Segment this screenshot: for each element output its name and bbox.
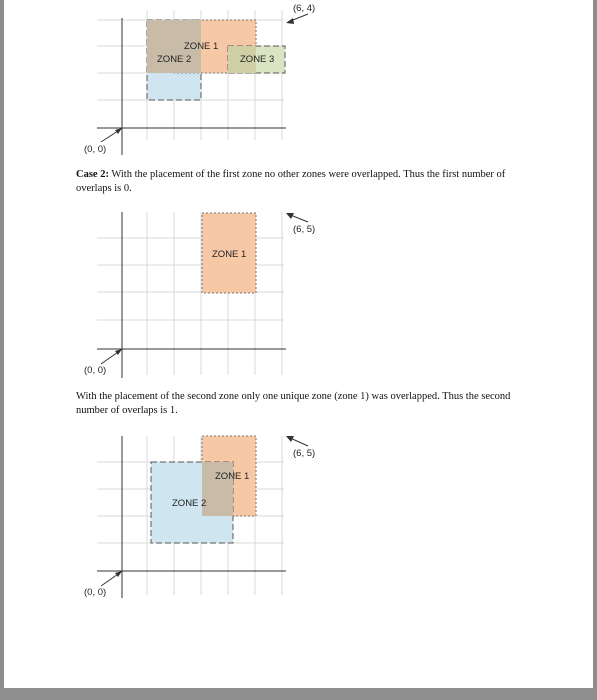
case-2-text: With the placement of the first zone no other zones were overlapped. Thus the first number of overlaps is 0. [76,169,506,194]
zone-2-label-fig3: ZONE 2 [172,498,207,509]
viewer-bottom-bar [0,688,597,700]
origin-arrowhead-3 [115,571,122,577]
coord-top-fig2: (6, 5) [293,224,316,235]
zone-1-label-fig2: ZONE 1 [212,249,247,260]
second-zone-paragraph: With the placement of the second zone only one unique zone (zone 1) was overlapped. Thus the second number of overlaps is 1. [76,391,511,416]
zone-1-label-fig1: ZONE 1 [184,41,219,52]
coord-origin-fig3: (0, 0) [84,587,107,598]
zone-3-label-fig1: ZONE 3 [240,54,275,65]
coord-top-fig1: (6, 4) [293,3,316,14]
zone-1-label-fig3: ZONE 1 [215,471,250,482]
zone-2-label-fig1: ZONE 2 [157,54,192,65]
figure-3 [4,0,593,688]
coord-origin-fig1: (0, 0) [84,144,107,155]
coord-origin-fig2: (0, 0) [84,365,107,376]
document-page [4,0,593,688]
coord-top-fig3: (6, 5) [293,448,316,459]
case-2-heading: Case 2: [76,169,109,180]
